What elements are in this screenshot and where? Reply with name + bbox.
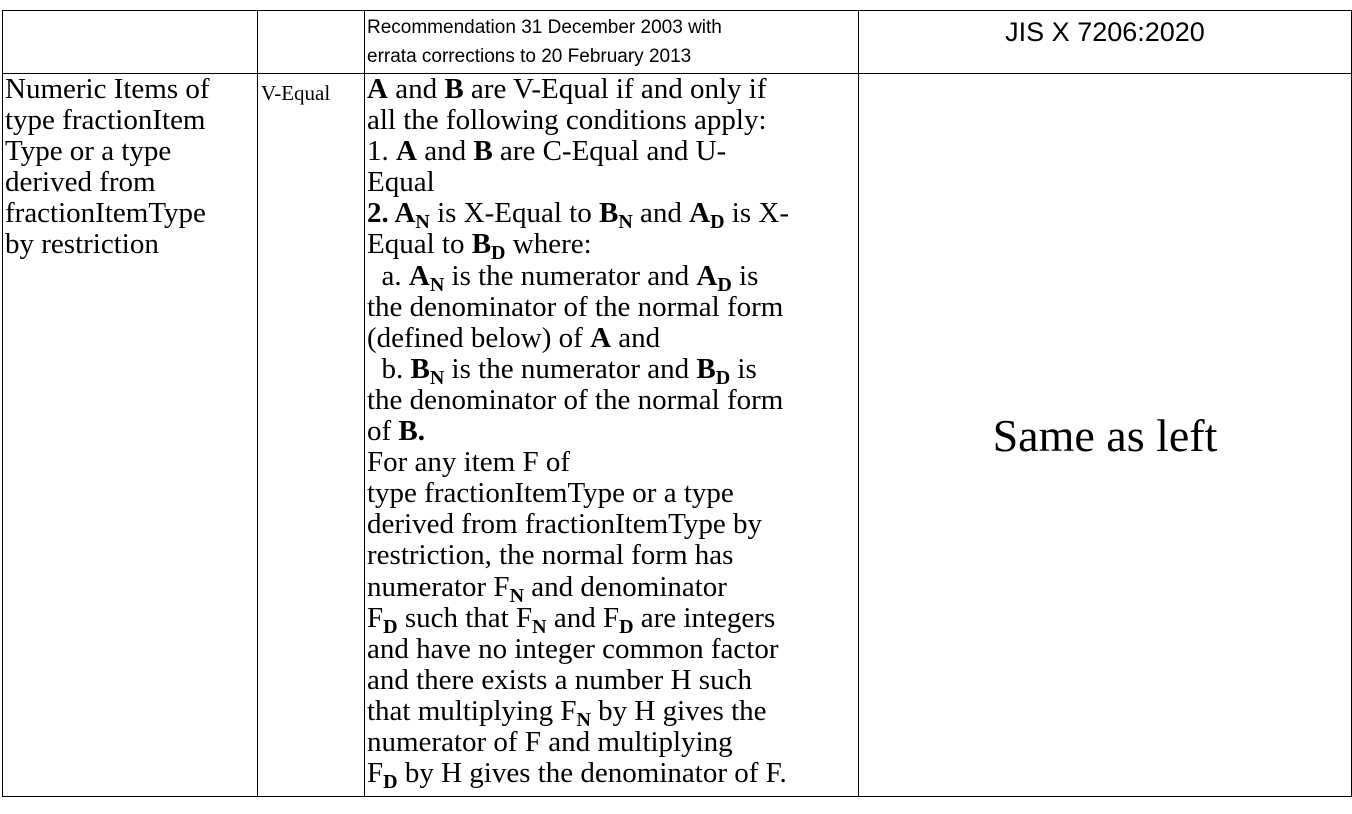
text: are integers — [633, 601, 776, 634]
symbol-b: B — [471, 228, 492, 261]
text: (defined below) of — [367, 321, 591, 354]
text: that multiplying F — [367, 694, 577, 727]
text: a. — [367, 259, 409, 292]
definition-cell — [365, 74, 859, 797]
definition-line — [367, 197, 858, 234]
text: 1. — [367, 135, 396, 168]
text: and — [632, 197, 690, 230]
symbol-b: B — [473, 135, 493, 168]
symbol-a: A — [689, 197, 711, 230]
item-type-line: Type or a type — [5, 135, 172, 167]
symbol-a: A — [394, 197, 416, 230]
header-cell-item-type — [3, 11, 258, 74]
definition-line: For any item F of — [367, 446, 570, 479]
table-row — [3, 74, 1352, 797]
symbol-b: B — [696, 352, 716, 385]
definition-line — [367, 601, 858, 638]
definition-line: restriction, the normal form has — [367, 539, 734, 572]
header-cell-jis: JIS X 7206:2020 — [859, 11, 1352, 74]
symbol-a: A — [696, 259, 718, 292]
subscript: N — [429, 366, 445, 389]
subscript: D — [383, 771, 398, 794]
definition-line — [367, 694, 858, 731]
subscript: N — [509, 584, 525, 607]
text: b. — [367, 352, 411, 385]
text: is — [730, 352, 757, 385]
item-type-line: by restriction — [5, 228, 159, 260]
item-type-line: type fractionItem — [5, 104, 206, 136]
definition-line: the denominator of the normal form — [367, 383, 784, 416]
symbol-b: B — [444, 73, 464, 105]
text: where: — [505, 228, 592, 261]
text: is the numerator and — [444, 352, 697, 385]
item-type-line: fractionItemType — [5, 197, 206, 229]
item-type-cell — [3, 74, 258, 797]
definition-line — [367, 74, 858, 105]
symbol-b: B — [598, 197, 619, 230]
definition-line: the denominator of the normal form — [367, 290, 784, 323]
text: and denominator — [524, 570, 727, 603]
definition-line: all the following conditions apply: — [367, 104, 767, 137]
text: are C-Equal and U- — [492, 135, 727, 168]
text: by H gives the denominator of F. — [397, 757, 787, 790]
condition-number: 2. — [367, 197, 395, 230]
definition-line: Equal — [367, 166, 435, 199]
subscript: N — [618, 211, 633, 234]
definition-line — [367, 416, 858, 447]
subscript: N — [429, 273, 445, 296]
subscript: N — [532, 615, 547, 638]
header-row — [3, 11, 1352, 74]
text: are V-Equal if and only if — [463, 73, 767, 105]
header-cell-recommendation — [365, 11, 859, 74]
text: is — [731, 259, 759, 292]
subscript: N — [415, 211, 430, 234]
text: and — [611, 321, 661, 354]
subscript: D — [715, 366, 731, 389]
symbol-a: A — [408, 259, 430, 292]
definition-line: type fractionItemType or a type — [367, 477, 734, 510]
subscript: D — [710, 211, 725, 234]
definition-line: numerator of F and multiplying — [367, 725, 733, 758]
subscript: D — [717, 273, 732, 296]
subscript: N — [576, 708, 591, 731]
comparison-table — [2, 10, 1352, 797]
jis-cell: Same as left — [859, 74, 1352, 797]
definition-line: and there exists a number H such — [367, 663, 752, 696]
item-type-line: derived from — [5, 166, 156, 198]
header-recommendation-line-2: errata corrections to 20 February 2013 — [367, 46, 692, 67]
symbol-a: A — [367, 73, 388, 105]
text: numerator F — [367, 570, 510, 603]
item-type-line: Numeric Items of — [5, 73, 210, 105]
symbol-b: B. — [398, 415, 426, 448]
definition-line: derived from fractionItemType by — [367, 508, 762, 541]
equality-cell: V-Equal — [258, 74, 365, 797]
definition-line — [367, 259, 858, 296]
definition-line — [367, 352, 858, 389]
subscript: D — [491, 242, 506, 265]
text: and — [387, 73, 445, 105]
text: and — [416, 135, 474, 168]
header-recommendation-line-1: Recommendation 31 December 2003 with — [367, 17, 722, 38]
symbol-b: B — [410, 352, 430, 385]
text: is the numerator and — [444, 259, 697, 292]
symbol-a: A — [396, 135, 417, 168]
text: such that F — [397, 601, 533, 634]
text: by H gives the — [590, 694, 767, 727]
text: is X- — [724, 197, 789, 230]
definition-line — [367, 228, 858, 265]
definition-line — [367, 757, 858, 794]
text: F — [367, 601, 384, 634]
definition-line — [367, 136, 858, 167]
subscript: D — [619, 615, 634, 638]
definition-line — [367, 570, 858, 607]
text: is X-Equal to — [429, 197, 599, 230]
text: and F — [546, 601, 620, 634]
text: of — [367, 415, 399, 448]
text: Equal to — [367, 228, 472, 261]
definition-line: and have no integer common factor — [367, 632, 779, 665]
subscript: D — [383, 615, 398, 638]
symbol-a: A — [590, 321, 612, 354]
header-cell-equality — [258, 11, 365, 74]
text: F — [367, 757, 384, 790]
definition-line — [367, 323, 858, 354]
